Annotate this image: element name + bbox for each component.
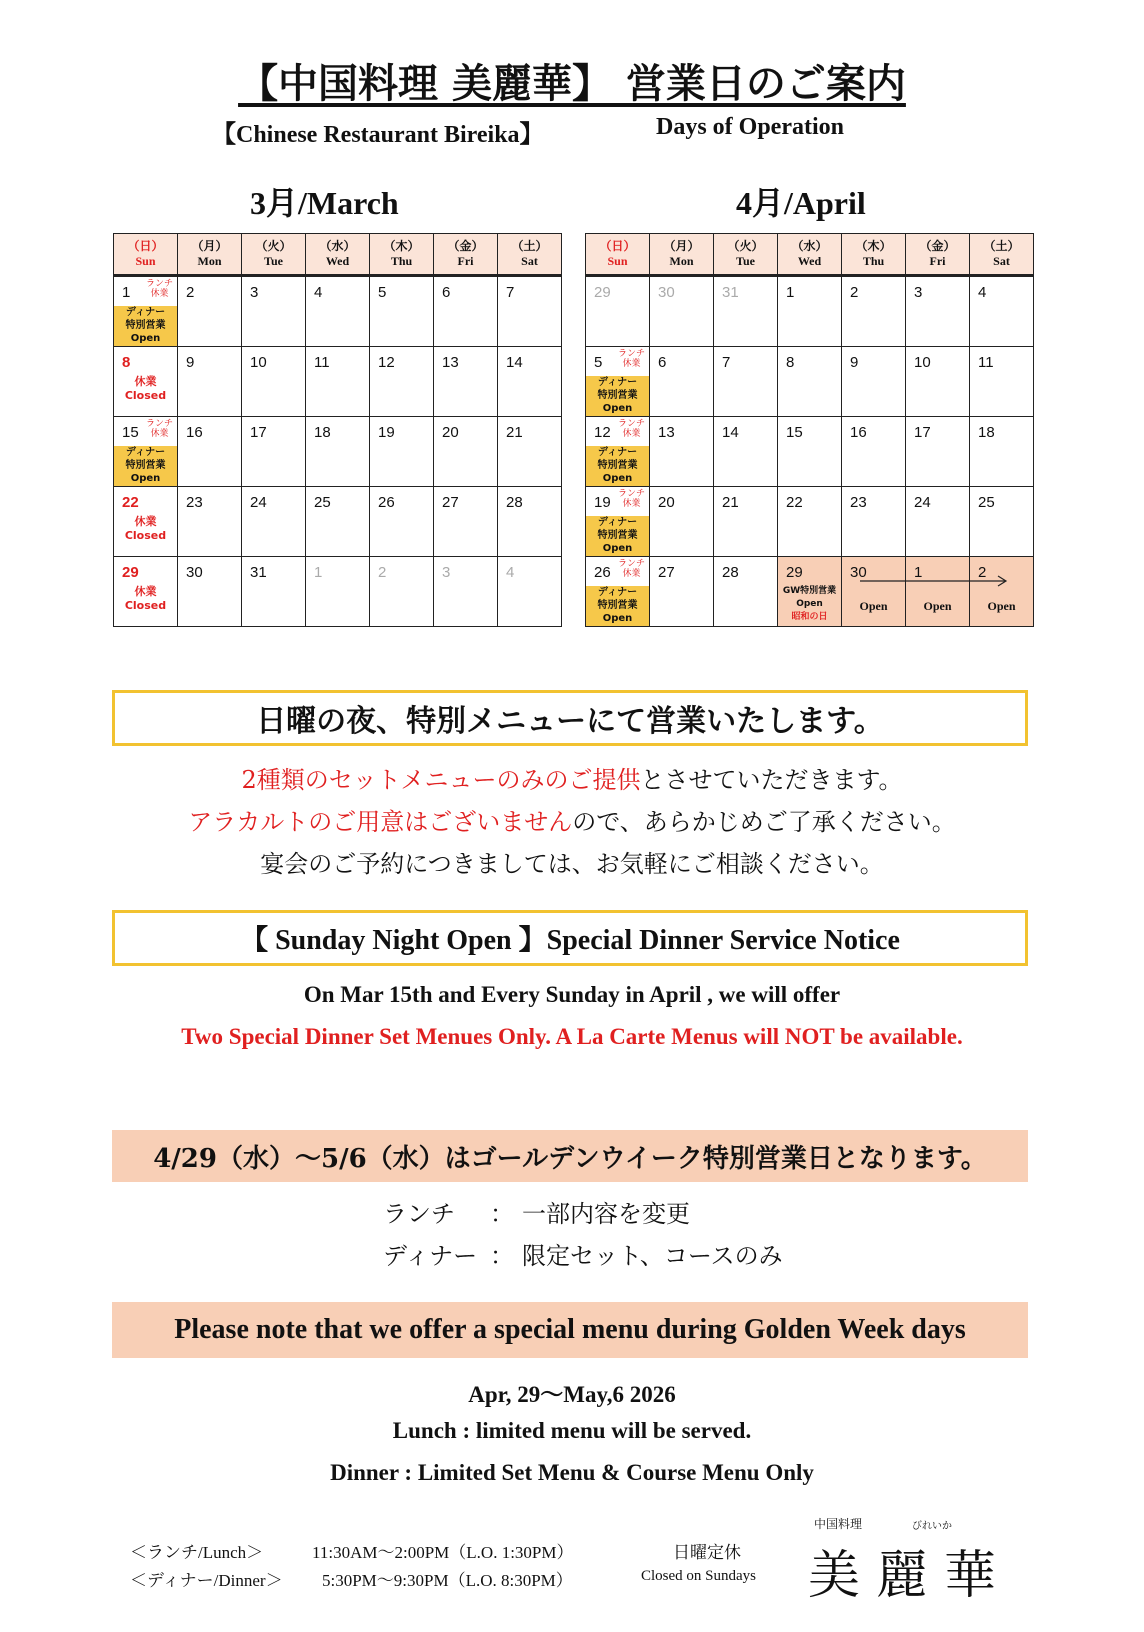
day-number: 15 bbox=[122, 424, 139, 441]
dinner-label: ディナー bbox=[597, 517, 638, 528]
day-number: 13 bbox=[442, 354, 459, 371]
day-number: 12 bbox=[594, 424, 611, 441]
calendar-day bbox=[650, 276, 714, 347]
calendar-week bbox=[586, 557, 1034, 627]
calendar-day bbox=[242, 276, 306, 347]
golden-week-jp-banner: 4/29（水）～5/6（水）はゴールデンウイーク特別営業日となります。 bbox=[112, 1130, 1028, 1182]
calendar-day bbox=[178, 276, 242, 347]
lunch-closed: 休業 bbox=[622, 569, 641, 579]
calendar-day bbox=[178, 487, 242, 557]
day-number: 10 bbox=[914, 354, 931, 371]
day-number: 5 bbox=[594, 354, 603, 371]
line2-rest: ので、あらかじめご了承ください。 bbox=[572, 808, 956, 836]
weekday-en: Sun bbox=[607, 254, 628, 268]
day-number: 6 bbox=[658, 354, 667, 371]
gw-lunch-value: 一部内容を変更 bbox=[522, 1200, 690, 1228]
weekday-header-wed bbox=[306, 234, 370, 276]
day-number: 21 bbox=[722, 494, 739, 511]
day-number: 30 bbox=[658, 284, 675, 301]
day-number: 29 bbox=[786, 564, 803, 581]
weekday-jp: （月） bbox=[663, 239, 700, 253]
day-number: 14 bbox=[506, 354, 523, 371]
day-number: 22 bbox=[786, 494, 803, 511]
footer-dinner-label: ＜ディナー/Dinner＞ bbox=[130, 1571, 283, 1590]
weekday-en: Fri bbox=[929, 254, 946, 268]
lunch-closed-label bbox=[146, 419, 173, 439]
calendar-day bbox=[906, 487, 970, 557]
dinner-special-open bbox=[114, 306, 177, 346]
sunday-notice-en-line2: Two Special Dinner Set Menues Only. A La Carte Menus will NOT be available. bbox=[181, 1024, 963, 1049]
line1-rest: とさせていただきます。 bbox=[640, 766, 903, 794]
lunch-label: ランチ bbox=[145, 279, 173, 289]
day-number: 1 bbox=[122, 284, 131, 301]
day-number: 28 bbox=[722, 564, 739, 581]
day-number: 4 bbox=[978, 284, 987, 301]
weekday-en: Wed bbox=[797, 254, 822, 268]
dinner-special-open bbox=[586, 586, 649, 626]
footer-closed-jp: 日曜定休 bbox=[673, 1543, 741, 1562]
weekday-jp: （木） bbox=[383, 239, 420, 253]
lunch-closed-label bbox=[618, 349, 645, 369]
weekday-jp: （火） bbox=[727, 239, 764, 253]
calendar-day bbox=[306, 347, 370, 417]
calendar-day bbox=[370, 487, 434, 557]
april-title: 4月/April bbox=[736, 185, 866, 221]
calendar-day bbox=[842, 487, 906, 557]
calendar-day bbox=[842, 557, 906, 627]
calendar-day bbox=[650, 347, 714, 417]
calendar-day bbox=[586, 417, 650, 487]
lunch-closed-label bbox=[146, 279, 173, 299]
calendar-week bbox=[114, 417, 562, 487]
calendar-day bbox=[714, 417, 778, 487]
weekday-jp: （水） bbox=[791, 239, 828, 253]
day-number: 2 bbox=[186, 284, 195, 301]
calendar-day bbox=[370, 417, 434, 487]
calendar-day bbox=[306, 487, 370, 557]
day-number: 8 bbox=[122, 354, 131, 371]
calendar-week bbox=[586, 487, 1034, 557]
day-number: 24 bbox=[250, 494, 267, 511]
calendar-day bbox=[434, 557, 498, 627]
calendar-day bbox=[714, 487, 778, 557]
calendar-day bbox=[370, 347, 434, 417]
weekday-en: Mon bbox=[197, 254, 222, 268]
gw-en-dates: Apr, 29～May,6 2026 bbox=[468, 1382, 676, 1407]
special-service: 特別営業 bbox=[597, 530, 638, 541]
sunday-notice-jp-line3: 宴会のご予約につきましては、お気軽にご相談ください。 bbox=[260, 850, 884, 878]
calendar-day bbox=[714, 276, 778, 347]
calendar-day bbox=[842, 276, 906, 347]
day-number: 2 bbox=[978, 564, 987, 581]
lunch-label: ランチ bbox=[617, 489, 645, 499]
open-label: Open bbox=[130, 333, 161, 344]
weekday-jp: （土） bbox=[983, 239, 1020, 253]
weekday-jp: （日） bbox=[127, 239, 164, 253]
closed-label bbox=[114, 375, 177, 403]
weekday-header-sat bbox=[970, 234, 1034, 276]
calendar-day bbox=[178, 417, 242, 487]
day-number: 2 bbox=[378, 564, 387, 581]
weekday-jp: （火） bbox=[255, 239, 292, 253]
closed-jp: 休業 bbox=[134, 515, 157, 528]
calendar-day bbox=[242, 557, 306, 627]
calendar-day bbox=[906, 417, 970, 487]
calendar-day bbox=[970, 487, 1034, 557]
weekday-jp: （日） bbox=[599, 239, 636, 253]
calendar-day bbox=[778, 487, 842, 557]
calendar-day bbox=[586, 347, 650, 417]
calendar-week bbox=[586, 347, 1034, 417]
day-number: 19 bbox=[594, 494, 611, 511]
calendar-day bbox=[370, 557, 434, 627]
sunday-notice-jp-line1 bbox=[0, 760, 1144, 795]
calendar-day bbox=[178, 557, 242, 627]
footer-lunch-hours: 11:30AM～2:00PM（L.O. 1:30PM） bbox=[312, 1543, 574, 1562]
calendar-day bbox=[714, 347, 778, 417]
dinner-special-open bbox=[586, 376, 649, 416]
lunch-closed: 休業 bbox=[622, 499, 641, 509]
lunch-label: ランチ bbox=[617, 349, 645, 359]
day-number: 22 bbox=[122, 494, 139, 511]
lunch-closed: 休業 bbox=[150, 289, 169, 299]
calendar-day bbox=[586, 557, 650, 627]
calendar-day bbox=[114, 417, 178, 487]
open-label: Open bbox=[602, 403, 633, 414]
calendar-week bbox=[114, 487, 562, 557]
weekday-header-mon bbox=[178, 234, 242, 276]
day-number: 7 bbox=[722, 354, 731, 371]
day-number: 29 bbox=[594, 284, 611, 301]
day-number: 12 bbox=[378, 354, 395, 371]
calendar-day bbox=[306, 557, 370, 627]
calendar-week bbox=[114, 347, 562, 417]
weekday-header-thu bbox=[370, 234, 434, 276]
weekday-header-fri bbox=[906, 234, 970, 276]
calendar-day bbox=[906, 347, 970, 417]
gw-open: Open bbox=[859, 599, 888, 613]
lunch-label: ランチ bbox=[145, 419, 173, 429]
calendar-day bbox=[970, 417, 1034, 487]
weekday-jp: （金） bbox=[447, 239, 484, 253]
gw-dinner-label: ディナー bbox=[383, 1242, 478, 1270]
gw-open: Open bbox=[923, 599, 952, 613]
closed-en: Closed bbox=[124, 389, 167, 402]
march-calendar bbox=[113, 233, 562, 627]
weekday-jp: （月） bbox=[191, 239, 228, 253]
march-title: 3月/March bbox=[250, 185, 399, 221]
day-number: 9 bbox=[850, 354, 859, 371]
lunch-closed: 休業 bbox=[622, 429, 641, 439]
calendar-day bbox=[434, 276, 498, 347]
sunday-notice-en-line1: On Mar 15th and Every Sunday in April , we will offer bbox=[303, 982, 841, 1007]
calendar-day bbox=[114, 347, 178, 417]
calendar-day bbox=[498, 347, 562, 417]
footer-lunch-label: ＜ランチ/Lunch＞ bbox=[130, 1543, 264, 1562]
closed-jp: 休業 bbox=[134, 585, 157, 598]
weekday-en: Tue bbox=[264, 254, 283, 268]
special-service: 特別営業 bbox=[597, 460, 638, 471]
calendar-day bbox=[498, 557, 562, 627]
open-label: Open bbox=[130, 473, 161, 484]
sunday-notice-jp-banner: 日曜の夜、特別メニューにて営業いたします。 bbox=[112, 690, 1028, 746]
weekday-en: Sun bbox=[135, 254, 156, 268]
day-number: 3 bbox=[914, 284, 923, 301]
april-calendar bbox=[585, 233, 1034, 627]
footer-closed-en: Closed on Sundays bbox=[641, 1568, 757, 1584]
day-number: 6 bbox=[442, 284, 451, 301]
calendar-day bbox=[586, 276, 650, 347]
day-number: 3 bbox=[442, 564, 451, 581]
lunch-closed: 休業 bbox=[150, 429, 169, 439]
day-number: 9 bbox=[186, 354, 195, 371]
open-label: Open bbox=[602, 473, 633, 484]
calendar-day bbox=[650, 487, 714, 557]
special-service: 特別営業 bbox=[597, 390, 638, 401]
calendar-day bbox=[650, 557, 714, 627]
calendar-week bbox=[586, 276, 1034, 347]
calendar-day bbox=[778, 557, 842, 627]
special-service: 特別営業 bbox=[597, 600, 638, 611]
logo-small-text: 中国料理 bbox=[814, 1517, 863, 1531]
calendar-day bbox=[650, 417, 714, 487]
weekday-header-tue bbox=[714, 234, 778, 276]
day-number: 11 bbox=[978, 354, 994, 371]
day-number: 7 bbox=[506, 284, 515, 301]
calendar-week bbox=[114, 276, 562, 347]
day-number: 8 bbox=[786, 354, 795, 371]
calendar-day bbox=[842, 347, 906, 417]
open-label: Open bbox=[602, 613, 633, 624]
closed-en: Closed bbox=[124, 529, 167, 542]
day-number: 13 bbox=[658, 424, 675, 441]
dinner-special-open bbox=[114, 446, 177, 486]
weekday-en: Mon bbox=[669, 254, 694, 268]
gw-open: Open bbox=[987, 599, 1016, 613]
golden-week-en-banner: Please note that we offer a special menu during Golden Week days bbox=[112, 1302, 1028, 1358]
lunch-label: ランチ bbox=[617, 559, 645, 569]
gw-special-text: GW特別営業 bbox=[782, 586, 837, 596]
calendar-day bbox=[906, 276, 970, 347]
lunch-closed-label bbox=[618, 489, 645, 509]
day-number: 10 bbox=[250, 354, 267, 371]
calendar-day bbox=[434, 417, 498, 487]
lunch-closed-label bbox=[618, 419, 645, 439]
calendar-day bbox=[970, 347, 1034, 417]
calendar-day bbox=[178, 347, 242, 417]
showa-day: 昭和の日 bbox=[791, 612, 828, 622]
day-number: 3 bbox=[250, 284, 259, 301]
weekday-header-sun bbox=[586, 234, 650, 276]
calendar-day bbox=[970, 557, 1034, 627]
closed-jp: 休業 bbox=[134, 375, 157, 388]
calendar-day bbox=[114, 487, 178, 557]
weekday-jp: （金） bbox=[919, 239, 956, 253]
dinner-label: ディナー bbox=[125, 307, 166, 318]
calendar-day bbox=[778, 347, 842, 417]
weekday-en: Sat bbox=[521, 254, 538, 268]
day-number: 27 bbox=[658, 564, 675, 581]
day-number: 20 bbox=[442, 424, 459, 441]
day-number: 14 bbox=[722, 424, 739, 441]
gw-special-label bbox=[778, 585, 841, 624]
day-number: 24 bbox=[914, 494, 931, 511]
calendar-day bbox=[306, 417, 370, 487]
day-number: 1 bbox=[914, 564, 923, 581]
weekday-en: Wed bbox=[325, 254, 350, 268]
day-number: 11 bbox=[314, 354, 330, 371]
no-alacarte-text: アラカルトのご用意はございません bbox=[188, 808, 573, 836]
day-number: 18 bbox=[314, 424, 331, 441]
lunch-label: ランチ bbox=[617, 419, 645, 429]
open-label: Open bbox=[602, 543, 633, 554]
weekday-en: Thu bbox=[390, 254, 413, 268]
day-number: 4 bbox=[506, 564, 515, 581]
closed-en: Closed bbox=[124, 599, 167, 612]
weekday-en: Fri bbox=[457, 254, 474, 268]
weekday-jp: （土） bbox=[511, 239, 548, 253]
day-number: 20 bbox=[658, 494, 675, 511]
weekday-header-fri bbox=[434, 234, 498, 276]
calendar-day bbox=[242, 417, 306, 487]
weekday-en: Sat bbox=[993, 254, 1010, 268]
day-number: 2 bbox=[850, 284, 859, 301]
day-number: 19 bbox=[378, 424, 395, 441]
lunch-closed: 休業 bbox=[622, 359, 641, 369]
calendar-day bbox=[114, 276, 178, 347]
calendar-day bbox=[586, 487, 650, 557]
weekday-header-tue bbox=[242, 234, 306, 276]
gw-dinner-colon: ： bbox=[490, 1242, 514, 1270]
day-number: 26 bbox=[594, 564, 611, 581]
calendar-week bbox=[586, 417, 1034, 487]
day-number: 28 bbox=[506, 494, 523, 511]
weekday-jp: （木） bbox=[855, 239, 892, 253]
calendar-day bbox=[498, 276, 562, 347]
calendar-day bbox=[842, 417, 906, 487]
dinner-label: ディナー bbox=[125, 447, 166, 458]
day-number: 29 bbox=[122, 564, 139, 581]
dinner-label: ディナー bbox=[597, 377, 638, 388]
day-number: 30 bbox=[850, 564, 867, 581]
special-service: 特別営業 bbox=[125, 460, 166, 471]
day-number: 30 bbox=[186, 564, 203, 581]
day-number: 27 bbox=[442, 494, 459, 511]
calendar-day bbox=[242, 487, 306, 557]
day-number: 4 bbox=[314, 284, 323, 301]
day-number: 25 bbox=[978, 494, 995, 511]
gw-open: Open bbox=[796, 599, 823, 609]
calendar-day bbox=[498, 487, 562, 557]
weekday-en: Thu bbox=[862, 254, 885, 268]
weekday-header-sat bbox=[498, 234, 562, 276]
weekday-header-thu bbox=[842, 234, 906, 276]
logo-main-text: 美麗華 bbox=[808, 1546, 1013, 1606]
calendar-day bbox=[114, 557, 178, 627]
weekday-header-wed bbox=[778, 234, 842, 276]
day-number: 31 bbox=[250, 564, 267, 581]
closed-label bbox=[114, 585, 177, 613]
day-number: 15 bbox=[786, 424, 803, 441]
day-number: 23 bbox=[186, 494, 203, 511]
footer-dinner-hours: 5:30PM～9:30PM（L.O. 8:30PM） bbox=[322, 1571, 573, 1590]
day-number: 17 bbox=[914, 424, 931, 441]
day-number: 25 bbox=[314, 494, 331, 511]
calendar-day bbox=[906, 557, 970, 627]
gw-arrow-icon bbox=[860, 575, 1010, 587]
logo-ruby-text: びれいか bbox=[912, 1521, 952, 1532]
dinner-special-open bbox=[586, 516, 649, 556]
lunch-closed-label bbox=[618, 559, 645, 579]
day-number: 1 bbox=[786, 284, 795, 301]
calendar-day bbox=[970, 276, 1034, 347]
day-number: 16 bbox=[850, 424, 867, 441]
calendar-day bbox=[714, 557, 778, 627]
day-number: 18 bbox=[978, 424, 995, 441]
dinner-label: ディナー bbox=[597, 587, 638, 598]
page-title: 【中国料理 美麗華】 営業日のご案内 bbox=[238, 60, 906, 107]
calendar-day bbox=[434, 487, 498, 557]
day-number: 17 bbox=[250, 424, 267, 441]
gw-en-lunch: Lunch : limited menu will be served. bbox=[392, 1418, 752, 1443]
gw-en-dinner: Dinner : Limited Set Menu & Course Menu Only bbox=[330, 1460, 814, 1485]
restaurant-name-en: 【Chinese Restaurant Bireika】 bbox=[212, 122, 544, 148]
gw-dinner-value: 限定セット、コースのみ bbox=[522, 1242, 783, 1270]
sunday-notice-en-banner: 【 Sunday Night Open 】Special Dinner Service Notice bbox=[112, 910, 1028, 966]
restaurant-logo bbox=[808, 1515, 1018, 1615]
calendar-day bbox=[242, 347, 306, 417]
weekday-header-sun bbox=[114, 234, 178, 276]
closed-label bbox=[114, 515, 177, 543]
day-number: 21 bbox=[506, 424, 523, 441]
special-service: 特別営業 bbox=[125, 320, 166, 331]
weekday-en: Tue bbox=[736, 254, 755, 268]
day-number: 31 bbox=[722, 284, 739, 301]
day-number: 23 bbox=[850, 494, 867, 511]
weekday-jp: （水） bbox=[319, 239, 356, 253]
calendar-week bbox=[114, 557, 562, 627]
calendar-day bbox=[778, 417, 842, 487]
days-of-operation: Days of Operation bbox=[656, 114, 844, 140]
day-number: 16 bbox=[186, 424, 203, 441]
calendar-day bbox=[498, 417, 562, 487]
calendar-day bbox=[306, 276, 370, 347]
dinner-special-open bbox=[586, 446, 649, 486]
day-number: 1 bbox=[314, 564, 323, 581]
set-menu-only-text: 2種類のセットメニューのみのご提供 bbox=[241, 766, 641, 794]
calendar-day bbox=[778, 276, 842, 347]
sunday-notice-jp-line2 bbox=[0, 802, 1144, 837]
gw-lunch-label: ランチ bbox=[383, 1200, 455, 1228]
weekday-header-mon bbox=[650, 234, 714, 276]
day-number: 26 bbox=[378, 494, 395, 511]
gw-lunch-colon: ： bbox=[490, 1200, 514, 1228]
day-number: 5 bbox=[378, 284, 387, 301]
calendar-day bbox=[434, 347, 498, 417]
dinner-label: ディナー bbox=[597, 447, 638, 458]
calendar-day bbox=[370, 276, 434, 347]
